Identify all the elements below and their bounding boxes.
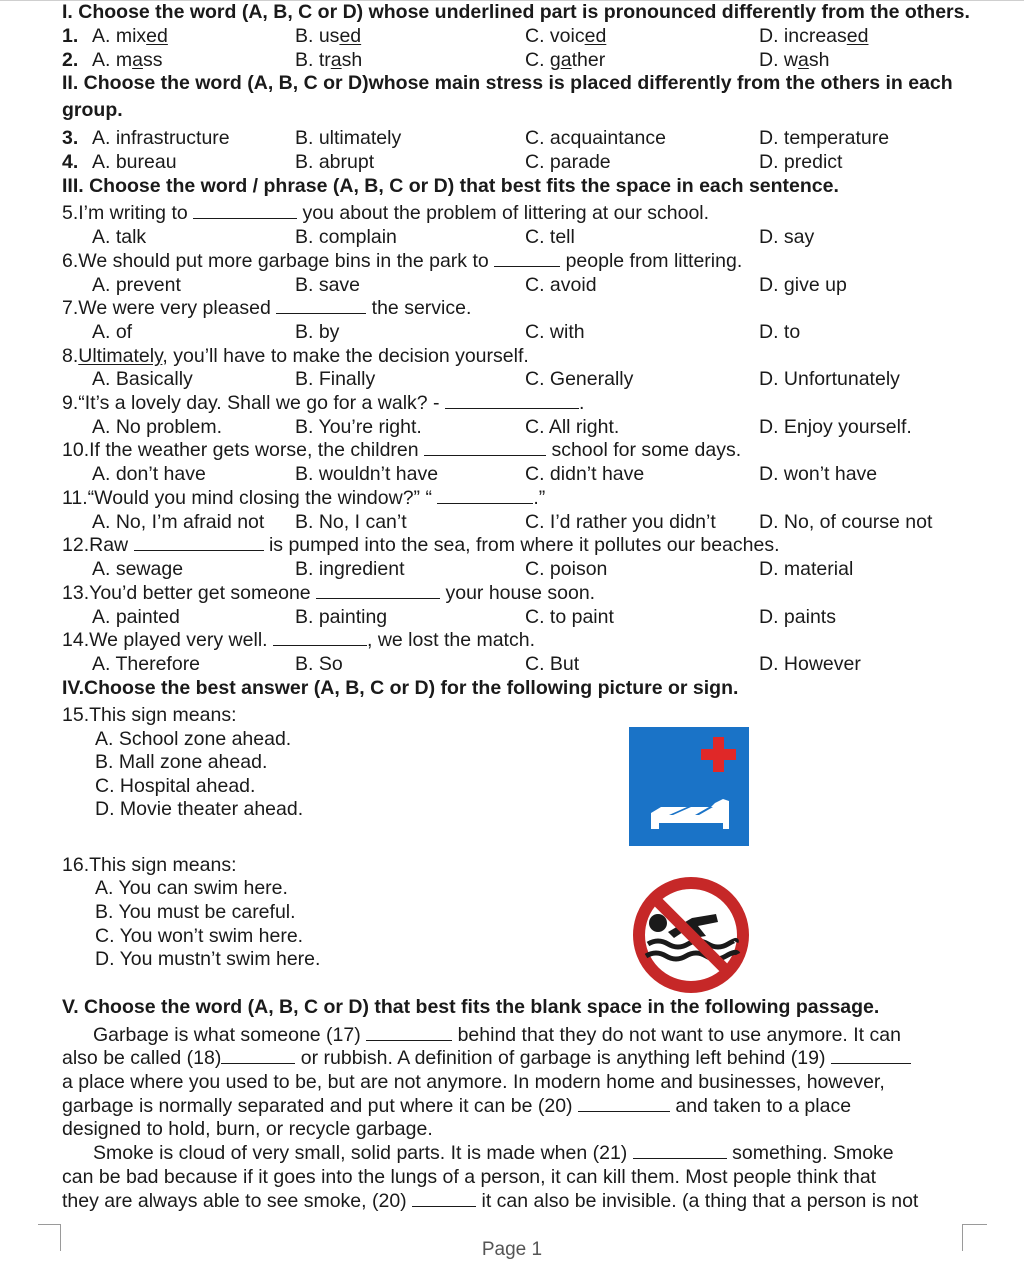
q10-option-c[interactable]: C. didn’t have (525, 463, 645, 485)
q5-option-b[interactable]: B. complain (295, 226, 397, 248)
passage-line-3: a place where you used to be, but are not anymore. In modern home and businesses, however, (62, 1071, 885, 1093)
q13-blank[interactable] (316, 581, 440, 599)
q13-option-b[interactable]: B. painting (295, 606, 388, 628)
q10-option-d[interactable]: D. won’t have (759, 463, 878, 485)
passage-line-8: they are always able to see smoke, (20) it can also be invisible. (a thing that a person is not (62, 1190, 919, 1212)
no-swimming-sign-icon (632, 876, 750, 994)
question-12-stem: 12.Raw is pumped into the sea, from where it pollutes our beaches. (62, 534, 780, 556)
passage-line-1: Garbage is what someone (17) behind that they do not want to use anymore. It can (93, 1024, 901, 1046)
q9-blank[interactable] (445, 391, 579, 409)
question-10-stem: 10.If the weather gets worse, the children school for some days. (62, 439, 742, 461)
worksheet-page: I. Choose the word (A, B, C or D) whose underlined part is pronounced differently from the others. 1. A. mixed B. used C. voiced D. increased 2. A. mass B. trash C. gather D. wash II. Choose the word (A, B, C or D)whose main stress is placed differently from the others in each group. 3. A. infrastructure B. ultimately C. acquaintance D. temperature 4. A. bureau B. abrupt C. parade D. predict III. Choose the word / phrase (A, B, C or D) that best fits the space in each sentence. 5.I’m writing to you about the problem of littering at our school. A. talk B. complain C. tell D. say 6.We should put more garbage bins in the park to people from littering. A. prevent B. save C. avoid D. give up 7.We were very pleased the service. A. of B. by C. with D. to 8.Ultimately, you’ll have to make the decision yourself. A. Basically B. Finally C. Generally D. Unfortunately 9.“It’s a lovely day. Shall we go for a walk? - . A. No problem. B. You’re right. C. All right. D. Enjoy yourself. 10.If the weather gets worse, the children school for some days. A. don’t have B. wouldn’t have C. didn’t have D. won’t have 11.“Would you mind closing the window?” “ .” A. No, I’m afraid not B. No, I can’t C. I’d rather you didn’t D. No, of course not 12.Raw is pumped into the sea, from where it pollutes our beaches. A. sewage B. ingredient C. poison D. material 13.You’d better get someone your house soon. A. painted B. painting C. to paint D. paints 14.We played very well. , we lost the match. A. Therefore B. So C. But D. However IV.Choose the best answer (A, B, C or D) for the following picture or sign. 15.This sign means: A. School zone ahead. B. Mall zone ahead. C. Hospital ahead. D. Movie theater ahead. 16.This sign means: A. You can swim here. B. You must be careful. C. You won’t swim here. D. You mustn’t swim here. V. Choose the word (A, B, C or D) that best fits the blank space in the following passage. Garbage is what someone (17) behind that they do not want to use anymore. It can also be called (18) or rubbish. A definition of garbage is anything left behind (19) a place where you used to be, but are not anymore. In modern home and businesses, however, garbage is normally separated and put where it can be (20) and taken to a place designed to hold, burn, or recycle garbage. Smoke is cloud of very small, solid parts. It is made when (21) something. Smoke can be bad because if it goes into the lungs of a person, it can kill them. Most people think that they are always able to see smoke, (20) it can also be invisible. (a thing that a person is not Page 1 (0, 0, 1024, 1280)
section-2-title-cont: group. (62, 99, 123, 121)
q5-option-d[interactable]: D. say (759, 226, 815, 248)
question-15-stem: 15.This sign means: (62, 704, 237, 726)
q4-option-c[interactable]: C. parade (525, 151, 611, 173)
q12-option-a[interactable]: A. sewage (92, 558, 184, 580)
hospital-bed-sign-icon (629, 727, 749, 846)
q12-option-c[interactable]: C. poison (525, 558, 608, 580)
blank-20[interactable] (578, 1094, 670, 1112)
q13-option-c[interactable]: C. to paint (525, 606, 614, 628)
q12-option-b[interactable]: B. ingredient (295, 558, 405, 580)
q4-option-a[interactable]: A. bureau (92, 151, 177, 173)
q14-option-b[interactable]: B. So (295, 653, 343, 675)
q4-option-d[interactable]: D. predict (759, 151, 843, 173)
passage-line-2: also be called (18) or rubbish. A definition of garbage is anything left behind (19) (62, 1046, 911, 1070)
question-16-stem: 16.This sign means: (62, 854, 237, 876)
question-13-stem: 13.You’d better get someone your house soon. (62, 582, 596, 604)
page-number: Page 1 (481, 1239, 543, 1260)
q12-option-d[interactable]: D. material (759, 558, 854, 580)
q11-option-c[interactable]: C. I’d rather you didn’t (525, 511, 716, 533)
blank-17[interactable] (366, 1023, 452, 1041)
q1-option-b[interactable]: B. used (295, 25, 362, 47)
q6-option-d[interactable]: D. give up (759, 274, 847, 296)
q10-option-b[interactable]: B. wouldn’t have (295, 463, 439, 485)
q8-option-a[interactable]: A. Basically (92, 368, 193, 390)
passage-line-5: designed to hold, burn, or recycle garbage. (62, 1118, 433, 1140)
q13-option-d[interactable]: D. paints (759, 606, 836, 628)
q10-blank[interactable] (424, 438, 546, 456)
q7-option-b[interactable]: B. by (295, 321, 340, 343)
q1-option-c[interactable]: C. voiced (525, 25, 607, 47)
q3-option-b[interactable]: B. ultimately (295, 127, 402, 149)
q5-option-a[interactable]: A. talk (92, 226, 147, 248)
q9-option-b[interactable]: B. You’re right. (295, 416, 422, 438)
q7-option-d[interactable]: D. to (759, 321, 801, 343)
question-6-stem: 6.We should put more garbage bins in the park to people from littering. (62, 250, 743, 272)
q15-option-b[interactable]: B. Mall zone ahead. (95, 751, 268, 773)
q8-option-b[interactable]: B. Finally (295, 368, 376, 390)
q6-option-b[interactable]: B. save (295, 274, 361, 296)
question-7-stem: 7.We were very pleased the service. (62, 297, 472, 319)
q5-blank[interactable] (193, 201, 297, 219)
q8-option-d[interactable]: D. Unfortunately (759, 368, 900, 390)
q13-option-a[interactable]: A. painted (92, 606, 180, 628)
q11-option-b[interactable]: B. No, I can’t (295, 511, 407, 533)
q16-option-b[interactable]: B. You must be careful. (95, 901, 296, 923)
q10-option-a[interactable]: A. don’t have (92, 463, 206, 485)
question-9-stem: 9.“It’s a lovely day. Shall we go for a walk? - . (62, 392, 585, 414)
q12-blank[interactable] (134, 533, 264, 551)
q7-option-c[interactable]: C. with (525, 321, 585, 343)
section-1-title: I. Choose the word (A, B, C or D) whose underlined part is pronounced differently from the others. (62, 1, 970, 23)
q16-option-c[interactable]: C. You won’t swim here. (95, 925, 304, 947)
section-3-title: III. Choose the word / phrase (A, B, C or D) that best fits the space in each sentence. (62, 175, 839, 197)
q14-option-d[interactable]: D. However (759, 653, 861, 675)
passage-line-7: can be bad because if it goes into the lungs of a person, it can kill them. Most people think that (62, 1166, 877, 1188)
q3-option-a[interactable]: A. infrastructure (92, 127, 230, 149)
q15-option-a[interactable]: A. School zone ahead. (95, 728, 292, 750)
q2-option-c[interactable]: C. gather (525, 49, 606, 71)
section-4-title: IV.Choose the best answer (A, B, C or D) for the following picture or sign. (62, 677, 739, 699)
q4-option-b[interactable]: B. abrupt (295, 151, 375, 173)
q7-option-a[interactable]: A. of (92, 321, 133, 343)
passage-line-4: garbage is normally separated and put where it can be (20) and taken to a place (62, 1095, 852, 1117)
section-2-title: II. Choose the word (A, B, C or D)whose main stress is placed differently from the others in each (62, 72, 953, 94)
q15-option-c[interactable]: C. Hospital ahead. (95, 775, 256, 797)
q2-option-d[interactable]: D. wash (759, 49, 830, 71)
question-11-stem: 11.“Would you mind closing the window?” “ .” (62, 487, 546, 509)
q11-option-a[interactable]: A. No, I’m afraid not (92, 511, 265, 533)
blank-18[interactable] (221, 1046, 295, 1064)
q11-blank[interactable] (437, 486, 533, 504)
q6-option-c[interactable]: C. avoid (525, 274, 597, 296)
question-5-stem: 5.I’m writing to you about the problem of littering at our school. (62, 202, 710, 224)
q14-option-c[interactable]: C. But (525, 653, 580, 675)
q7-blank[interactable] (276, 296, 366, 314)
q6-blank[interactable] (494, 249, 560, 267)
q1-option-d[interactable]: D. increased (759, 25, 869, 47)
q2-option-b[interactable]: B. trash (295, 49, 363, 71)
q14-option-a[interactable]: A. Therefore (92, 653, 201, 675)
q9-option-a[interactable]: A. No problem. (92, 416, 223, 438)
q9-option-d[interactable]: D. Enjoy yourself. (759, 416, 912, 438)
q3-option-c[interactable]: C. acquaintance (525, 127, 666, 149)
q3-option-d[interactable]: D. temperature (759, 127, 890, 149)
question-14-stem: 14.We played very well. , we lost the match. (62, 629, 535, 651)
section-5-title: V. Choose the word (A, B, C or D) that best fits the blank space in the following passage. (62, 996, 880, 1018)
q5-option-c[interactable]: C. tell (525, 226, 575, 248)
q8-option-c[interactable]: C. Generally (525, 368, 634, 390)
q6-option-a[interactable]: A. prevent (92, 274, 181, 296)
q16-option-a[interactable]: A. You can swim here. (95, 877, 288, 899)
q15-option-d[interactable]: D. Movie theater ahead. (95, 798, 304, 820)
blank-20b[interactable] (412, 1189, 476, 1207)
q11-option-d[interactable]: D. No, of course not (759, 511, 933, 533)
passage-line-6: Smoke is cloud of very small, solid parts. It is made when (21) something. Smoke (93, 1142, 894, 1164)
blank-21[interactable] (633, 1141, 727, 1159)
q14-blank[interactable] (273, 628, 367, 646)
blank-19[interactable] (831, 1046, 911, 1064)
q9-option-c[interactable]: C. All right. (525, 416, 620, 438)
q1-option-a[interactable]: A. mixed (92, 25, 168, 47)
question-8-stem: 8.Ultimately, you’ll have to make the decision yourself. (62, 345, 529, 367)
q16-option-d[interactable]: D. You mustn’t swim here. (95, 948, 321, 970)
q2-option-a[interactable]: A. mass (92, 49, 163, 71)
